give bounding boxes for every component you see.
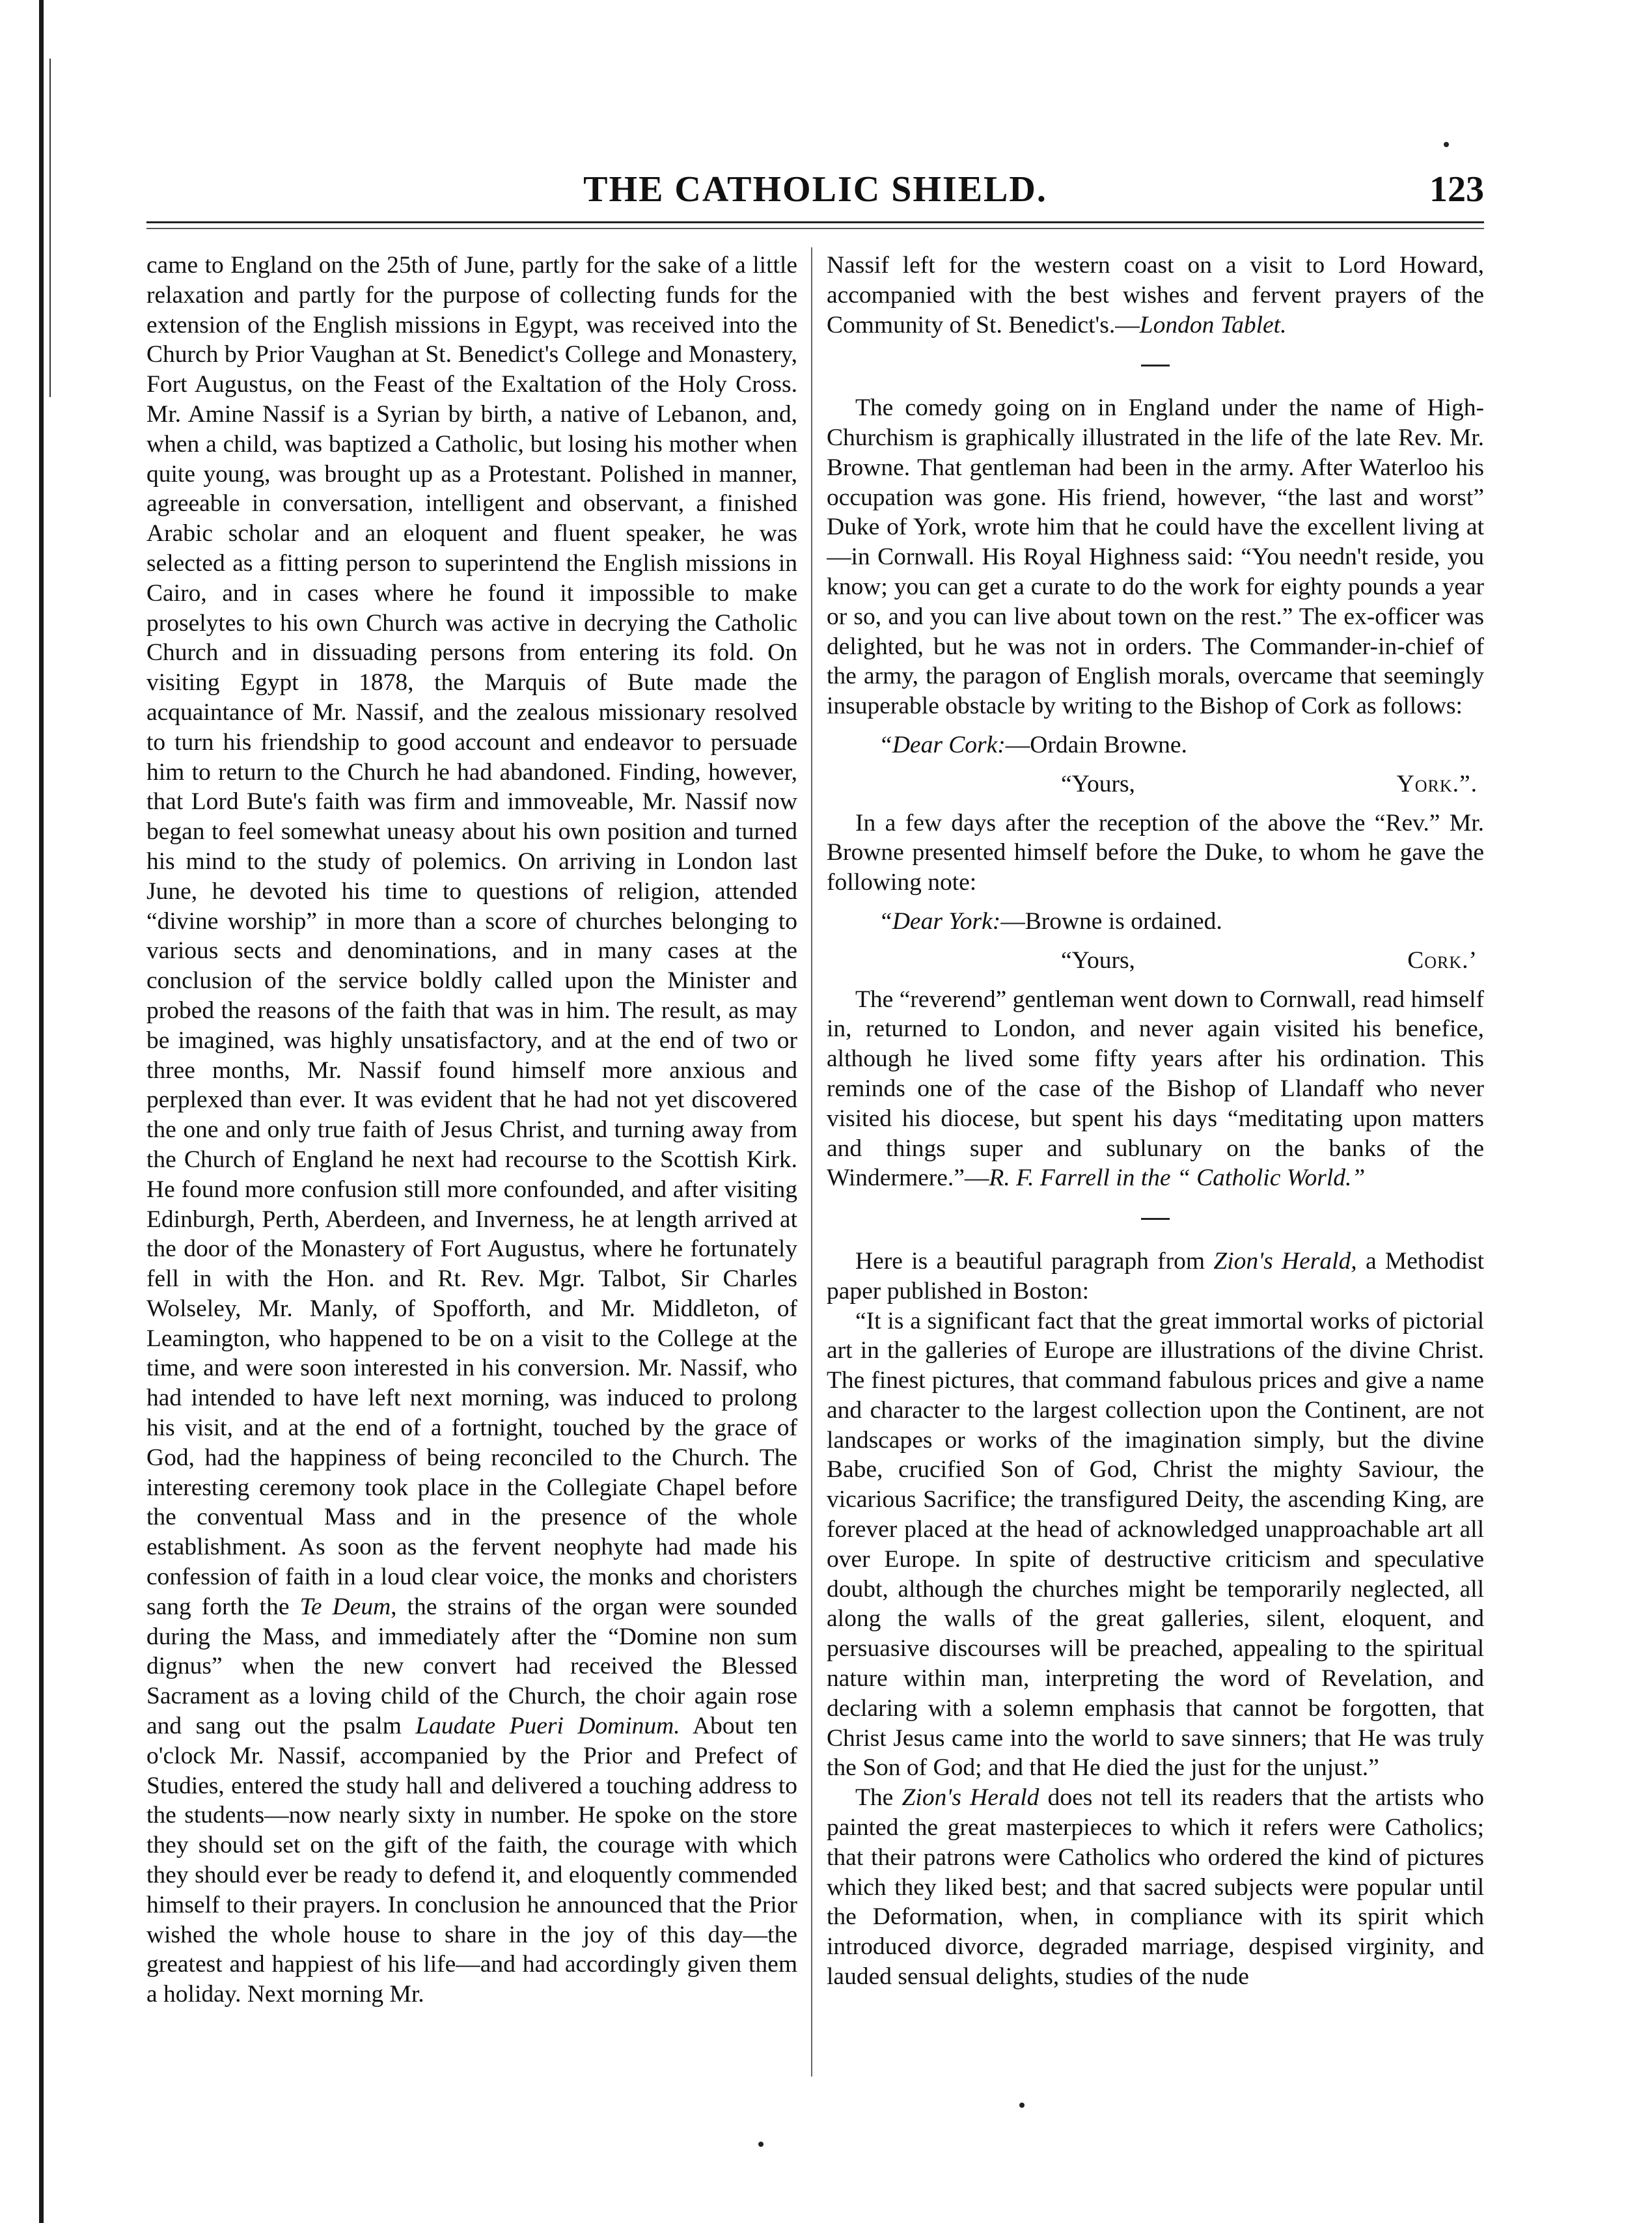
article-paragraph — [827, 985, 1484, 1194]
letter-sign: Cork.’ — [1407, 946, 1478, 974]
header-rule — [146, 221, 1484, 223]
column-divider — [811, 247, 812, 2077]
article-paragraph: In a few days after the reception of the above the “Rev.” Mr. Browne presented himself before the Duke, to whom he gave the following note: — [827, 809, 1484, 896]
publication-name: Zion's Herald, — [1213, 1247, 1357, 1275]
paragraph-text: Here is a beautiful paragraph from — [855, 1247, 1214, 1275]
article-paragraph — [146, 251, 797, 2009]
paragraph-text: came to England on the 25th of June, partly for the sake of a little relaxation and partly for the purpose of collecting funds for the extension of the English missions in Egypt, was received into the Church by Prior Vaughan at St. Benedict's College and Monastery, Fort Augustus, on the Feast of the Exaltation of the Holy Cross. Mr. Amine Nassif is a Syrian by birth, a native of Lebanon, and, when a child, was baptized a Catholic, but losing his mother when quite young, was brought up as a Protestant. Polished in manner, agreeable in conversation, intelligent and observant, a finished Arabic scholar and an eloquent and fluent speaker, he was selected as a fitting person to superintend the English missions in Cairo, and in cases where he found it impossible to make proselytes to his own Church was active in decrying the Catholic Church and in dissuading persons from entering its fold. On visiting Egypt in 1878, the Marquis of Bute made the acquaintance of Mr. Nassif, and the zealous missionary resolved to turn his friendship to good account and endeavor to persuade him to return to the Church he had abandoned. Finding, however, that Lord Bute's faith was firm and immoveable, Mr. Nassif now began to feel somewhat uneasy about his own position and turned his mind to the study of polemics. On arriving in London last June, he devoted his time to questions of religion, attended “divine worship” in more than a score of churches belonging to various sects and denominations, and in many cases at the conclusion of the service boldly called upon the Minister and probed the reasons of the faith that was in him. The result, as may be imagined, was highly unsatisfactory, and at the end of two or three months, Mr. Nassif found himself more anxious and perplexed than ever. It was evident that he had not yet discovered the one and only true faith of Jesus Christ, and turning away from the Church of England he next had recourse to the Scottish Kirk. He found more confusion still more confounded, and after visiting Edinburgh, Perth, Aberdeen, and Inverness, he at length arrived at the door of the Monastery of Fort Augustus, where he fortunately fell in with the Hon. and Rt. Rev. Mgr. Talbot, Sir Charles Wolseley, Mr. Manly, of Spofforth, and Mr. Middleton, of Leamington, who happened to be on a visit to the College at the time, and were soon interested in his conversion. Mr. Nassif, who had intended to have left next morning, was induced to prolong his visit, and at the end of a fortnight, touched by the grace of God, had the happiness of being reconciled to the Church. The interesting ceremony took place in the Collegiate Chapel before the conventual Mass and in the presence of the whole establishment. As soon as the fervent neophyte had made his confession of faith in a loud clear voice, the monks and choristers sang forth the — [146, 252, 797, 1620]
left-column — [146, 251, 797, 2080]
header-rule-thin — [146, 228, 1484, 229]
publication-name: Zion's Herald — [902, 1784, 1039, 1812]
article-paragraph — [827, 251, 1484, 340]
section-separator — [827, 1202, 1484, 1232]
letter-signature — [827, 769, 1484, 799]
paragraph-text: Nassif left for the western coast on a visit to Lord Howard, accompanied with the best wishes and fervent prayers of the Community of St. Benedict's.— — [827, 252, 1484, 338]
margin-binding-rule — [39, 0, 44, 2223]
letter-close: “Yours, — [1061, 946, 1135, 974]
source-citation: R. F. Farrell in the “ Catholic World.” — [989, 1165, 1366, 1192]
letter-body: —Browne is ordained. — [1000, 907, 1222, 935]
section-separator — [827, 349, 1484, 379]
page-title: THE CATHOLIC SHIELD. — [583, 169, 1047, 210]
italic-text: Te Deum — [299, 1593, 391, 1620]
letter-body: —Ordain Browne. — [1005, 731, 1187, 758]
page-header — [146, 166, 1484, 218]
right-column — [827, 251, 1484, 2080]
article-paragraph — [827, 1247, 1484, 1306]
letter-salutation: “Dear York: — [879, 907, 1001, 935]
italic-text: Laudate Pueri Dominum. — [415, 1713, 680, 1740]
print-speck — [1019, 2103, 1025, 2108]
quoted-paragraph: “It is a significant fact that the great immortal works of pictorial art in the galleries of Europe are illustrations of the divine Christ. The finest pictures, that command fabulous prices and give a name and character to the largest collection upon the Continent, are not landscapes or works of the imagination simply, but the divine Babe, crucified Son of God, Christ the mighty Saviour, the vicarious Sacrifice; the transfigured Deity, the ascending King, are forever placed at the head of acknowledged unapproachable art all over Europe. In spite of destructive criticism and speculative doubt, although the churches might be temporarily neglected, all along the walls of the great galleries, silent, eloquent, and persuasive discourses will be preached, appealing to the spiritual nature within man, interpreting the word of Revelation, and declaring with a solemn emphasis that cannot be forgotten, that Christ Jesus came into the world to save sinners; that He was truly the Son of God; and that He died the just for the unjust.” — [827, 1307, 1484, 1782]
paragraph-text: a Methodist paper published in Boston: — [827, 1247, 1484, 1305]
letter-line — [827, 907, 1484, 937]
print-speck — [1444, 142, 1449, 147]
paragraph-text: does not tell its readers that the artists who painted the great masterpieces to which it refers were Catholics; that their patrons were Catholics who ordered the kind of pictures which they liked best; and that sacred subjects were popular until the Deformation, when, in compliance with its spirit which introduced divorce, degraded marriage, despised virginity, and lauded sensual delights, studies of the nude — [827, 1784, 1484, 1991]
letter-sign: York.”. — [1396, 770, 1478, 797]
article-paragraph: The comedy going on in England under the name of High-Churchism is graphically illustrated in the life of the late Rev. Mr. Browne. That gentleman had been in the army. After Waterloo his occupation was gone. His friend, however, “the last and worst” Duke of York, wrote him that he could have the excellent living at—in Cornwall. His Royal Highness said: “You needn't reside, you know; you can get a curate to do the work for eighty pounds a year or so, and you can live about town on the rest.” The ex-officer was delighted, but he was not in orders. The Commander-in-chief of the army, the paragon of English morals, overcame that seemingly insuperable obstacle by writing to the Bishop of Cork as follows: — [827, 394, 1484, 720]
paragraph-text: About ten o'clock Mr. Nassif, accompanied by the Prior and Prefect of Studies, entered the study hall and delivered a touching address to the students—now nearly sixty in number. He spoke on the store they should set on the gift of the faith, the courage with which they should ever be ready to defend it, and eloquently commended himself to their prayers. In conclusion he announced that the Prior wished the whole house to share in the joy of this day—the greatest and happiest of his life—and had accordingly given them a holiday. Next morning Mr. — [146, 1713, 797, 2008]
source-citation: London Tablet. — [1139, 311, 1287, 338]
paragraph-text: The — [855, 1784, 902, 1812]
paragraph-text: , the strains of the organ were sounded during the Mass, and immediately after the “Domine non sum dignus” when the new convert had received the Blessed Sacrament as a loving child of the Church, the choir again rose and sang out the psalm — [146, 1593, 797, 1740]
letter-line — [827, 730, 1484, 760]
margin-secondary-rule — [49, 59, 51, 397]
page-number: 123 — [1429, 169, 1484, 210]
print-speck — [758, 2142, 764, 2147]
article-paragraph — [827, 1783, 1484, 1992]
paragraph-text: The “reverend” gentleman went down to Cornwall, read himself in, returned to London, and never again visited his benefice, although he lived some fifty years after his ordination. This reminds one of the case of the Bishop of Llandaff who never visited his diocese, but spent his days “meditating upon matters and things super and sublunary on the banks of the Windermere.”— — [827, 986, 1484, 1192]
letter-close: “Yours, — [1061, 770, 1135, 797]
letter-signature — [827, 946, 1484, 976]
letter-salutation: “Dear Cork: — [879, 731, 1006, 758]
